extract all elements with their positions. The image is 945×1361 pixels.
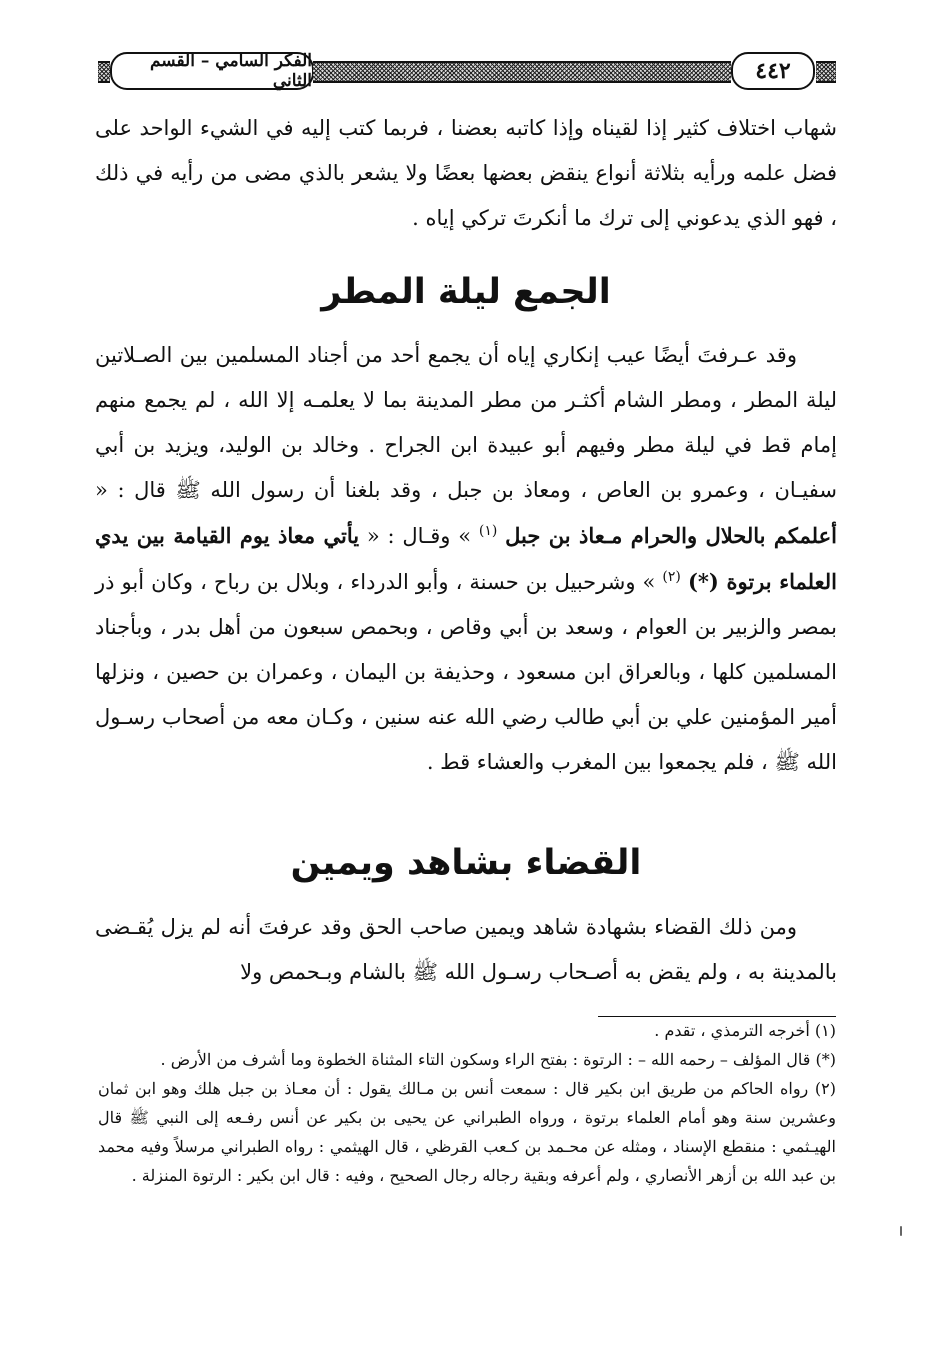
section1-text-end: » وشرحبيل بن حسنة ، وأبو الدرداء ، وبلال بن رباح ، وكان أبو ذر بمصر والزبير بن العوام ، وسعد بن أبي وقاص ، وبحمص سبعون من أهل بدر ، وبأجناد المسلمين كلها ، وبالعراق ابن مسعود ، وحذيفة بن اليمان ، وعمران بن حصين ، ونزلها أمير المؤمنين علي بن أبي طالب رضي الله عنه سنين ، وكـان معه من أصحاب رسـول الله ﷺ ، فلم يجمعوا بين المغرب والعشاء قط . [95, 570, 837, 774]
header-ornament-right [816, 61, 836, 83]
hadith-quote-1: أعلمكم بالحلال والحرام مـعاذ بن جبل [505, 523, 837, 548]
section1-paragraph [95, 333, 837, 785]
footnote-item: (٢) رواه الحاكم من طريق ابن بكير قال : سمعت أنس بن مـالك يقول : أن معـاذ بن جبل هلك وهو ابن ثمان وعشرين سنة وهو أمام العلماء برتوة ، ورواه الطبراني عن يحيى بن بكير عن أنس رفـعه إلى النبي ﷺ قال الهيـثمي : منقطع الإسناد ، ومثله عن محـمد بن كـعب القرظي ، قال الهيثمي : رواه الطبراني مرسلاً وفيه محمد بن عبد الله بن أزهر الأنصاري ، ولم أعرفه وبقية رجاله رجال الصحيح ، وفيه : قال ابن بكير : الرتوة المنزلة . [98, 1079, 837, 1185]
page-number-text: ٤٤٢ [755, 58, 791, 84]
page-header [98, 48, 836, 94]
section2-block [95, 905, 837, 995]
footnote-ref-2: (٢) [662, 569, 681, 585]
section1-text-start: وقد عـرفتَ أيضًا عيب إنكاري إياه أن يجمع أحد من أجناد المسلمين بين الصـلاتين ليلة المطر ، ومطر الشام أكثـر من مطر المدينة بما لا يعلمـه إلا الله ، لم يجمع منهم إمام قط في ليلة مطر وفيهم أبو عبيدة ابن الجراح . وخالد بن الوليد، ويزيد بن أبي سفيـان ، وعمرو بن العاص ، ومعاذ بن جبل ، وقد بلغنا أن رسول الله ﷺ قال : « [95, 343, 837, 502]
margin-mark [900, 1226, 902, 1236]
footnote-ref-1-text: (١) [478, 523, 498, 539]
running-title [110, 52, 314, 90]
intro-paragraph: شهاب اختلاف كثير إذا لقيناه وإذا كاتبه بعضنا ، فربما كتب إليه في الشيء الواحد على فضل علمه ورأيه بثلاثة أنواع ينقض بعضها بعضًا ولا يشعر بالذي مضى من رأيه في ذلك ، فهو الذي يدعوني إلى ترك ما أنكرتَ تركي إياه . [95, 116, 837, 230]
intro-block [95, 106, 837, 241]
footnote-item: (١) أخرجه الترمذي ، تقدم . [654, 1021, 836, 1040]
footnote-item: (*) قال المؤلف – رحمه الله – : الرتوة : بفتح الراء وسكون التاء المثناة الخطوة وما أشرف من الأرض . [160, 1050, 836, 1069]
running-title-text: الفكر السامي – القسم الثاني [149, 51, 312, 91]
section-heading-rain-night: الجمع ليلة المطر [321, 272, 611, 312]
hadith-quote-2: يأتي معاذ يوم القيامة بين يدي العلماء برتوة (*) [95, 523, 837, 594]
section1-text-mid: » وقـال : « [366, 524, 472, 548]
footnote-ref-1 [479, 524, 497, 548]
section2-paragraph: ومن ذلك القضاء بشهادة شاهد ويمين صاحب الحق وقد عرفتَ أنه لم يزل يُقـضى بالمدينة به ، ولم يقض به أصـحاب رسـول الله ﷺ بالشام وبـحمص ولا [95, 915, 837, 984]
section-heading-witness-oath: القضاء بشاهد ويمين [290, 843, 642, 883]
page-number [731, 52, 815, 90]
header-ornament-middle [313, 61, 731, 83]
section1-block [95, 333, 837, 785]
header-ornament-left [98, 61, 110, 83]
footnotes [98, 1016, 836, 1190]
